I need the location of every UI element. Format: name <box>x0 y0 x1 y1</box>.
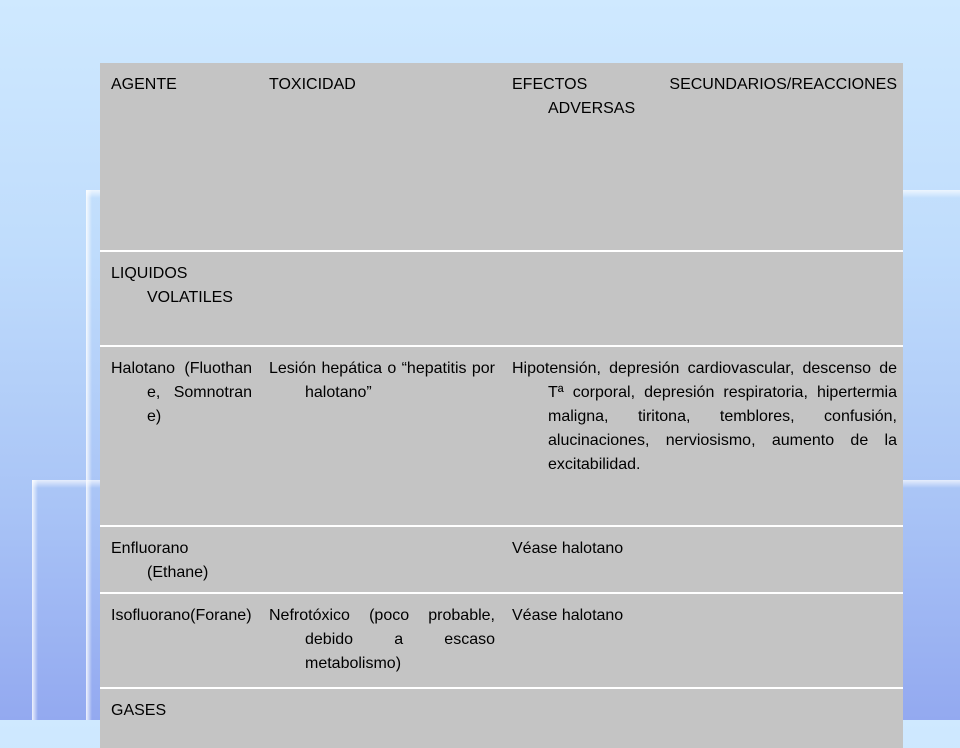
table-header-row <box>100 63 903 251</box>
cell-toxicidad: Nefrotóxico (poco probable, debido a escaso metabolismo) <box>258 593 501 688</box>
cell-toxicidad <box>258 251 501 346</box>
table-row <box>100 346 903 526</box>
cell-efectos: Véase halotano <box>501 593 903 688</box>
table-row <box>100 251 903 346</box>
cell-efectos <box>501 251 903 346</box>
header-cell-agente: AGENTE <box>111 76 177 93</box>
cell-toxicidad: Lesión hepática o “hepatitis por halotano” <box>258 346 501 526</box>
table-row <box>100 593 903 688</box>
header-cell-efectos: EFECTOS SECUNDARIOS/REACCIONES ADVERSAS <box>512 76 897 117</box>
cell-efectos: Hipotensión, depresión cardiovascular, descenso de Tª corporal, depresión respiratoria, hipertermia maligna, tiritona, temblores, confusión, alucinaciones, nerviosismo, aumento de la excitabilidad. <box>501 346 903 526</box>
table-row <box>100 526 903 593</box>
cell-agente: LIQUIDOS VOLATILES <box>100 251 258 346</box>
decorative-line <box>32 480 38 720</box>
toxicity-table <box>100 63 903 748</box>
cell-agente: Enfluorano (Ethane) <box>100 526 258 593</box>
cell-agente: GASES <box>100 688 258 748</box>
cell-efectos: Véase halotano <box>501 526 903 593</box>
table-row <box>100 688 903 748</box>
cell-toxicidad <box>258 688 501 748</box>
cell-agente: Isofluorano(Forane) <box>100 593 258 688</box>
cell-toxicidad <box>258 526 501 593</box>
header-cell-toxicidad: TOXICIDAD <box>269 76 356 93</box>
decorative-line <box>86 190 92 720</box>
cell-efectos <box>501 688 903 748</box>
cell-agente: Halotano (Fluothane, Somnotrane) <box>100 346 258 526</box>
